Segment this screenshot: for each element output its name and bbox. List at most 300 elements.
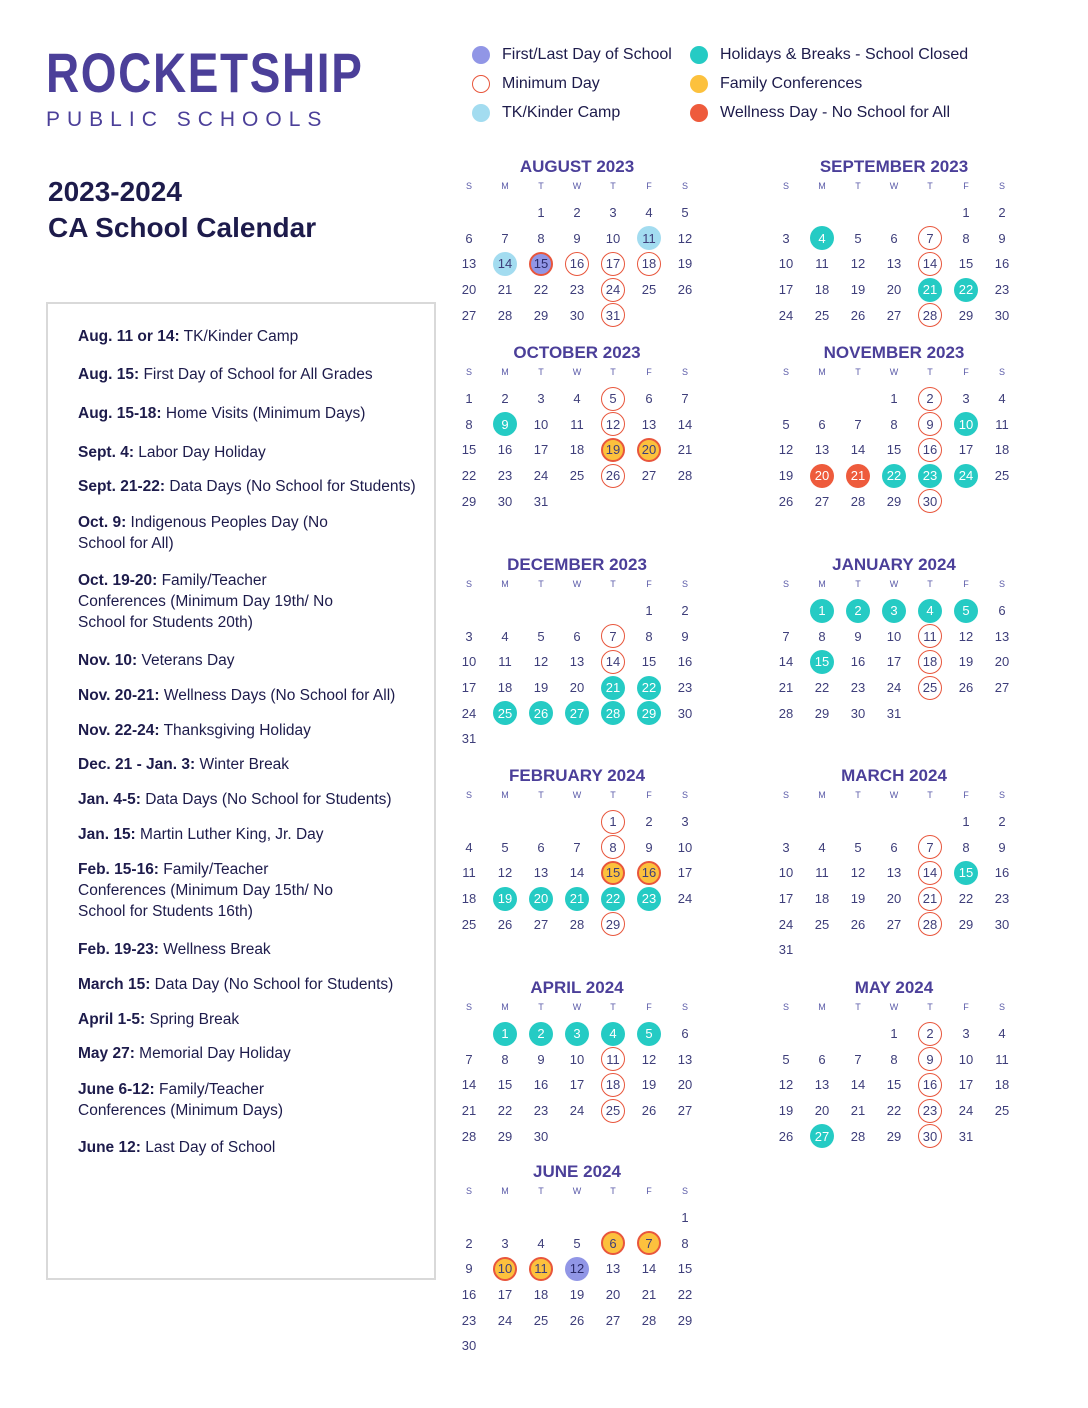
event-date: Nov. 10: <box>78 652 138 669</box>
calendar-day <box>523 1282 559 1308</box>
day-number: 26 <box>778 1128 794 1144</box>
day-number: 13 <box>814 1077 830 1093</box>
calendar-day <box>840 463 876 489</box>
event-description: Indigenous Peoples Day (No School for All) <box>78 514 328 552</box>
calendar-day <box>631 675 667 701</box>
calendar-day <box>487 277 523 303</box>
day-number: 30 <box>569 307 585 323</box>
day-number: 19 <box>850 282 866 298</box>
calendar-day <box>768 860 804 886</box>
empty-day <box>451 809 487 835</box>
calendar-day <box>595 1021 631 1047</box>
day-number: 24 <box>677 891 693 907</box>
day-number: 18 <box>569 442 585 458</box>
day-number: 23 <box>994 282 1010 298</box>
calendar-day <box>451 649 487 675</box>
day-number: 29 <box>601 912 625 936</box>
day-number: 3 <box>962 1026 970 1042</box>
calendar-day <box>768 1072 804 1098</box>
weekday-label: T <box>855 579 861 589</box>
day-number: 22 <box>958 891 974 907</box>
calendar-day <box>876 1072 912 1098</box>
day-number: 8 <box>890 1051 898 1067</box>
day-number: 6 <box>465 230 473 246</box>
calendar-day <box>912 1021 948 1047</box>
calendar-day <box>840 412 876 438</box>
calendar-day <box>984 1072 1020 1098</box>
weekday-label: M <box>818 1002 826 1012</box>
calendar-day <box>559 675 595 701</box>
day-number: 20 <box>994 654 1010 670</box>
calendar-day <box>948 200 984 226</box>
calendar-day <box>876 226 912 252</box>
calendar-day <box>487 463 523 489</box>
day-number: 18 <box>994 442 1010 458</box>
calendar-day <box>523 1021 559 1047</box>
calendar-day <box>487 437 523 463</box>
calendar-day <box>487 860 523 886</box>
month-title: DECEMBER 2023 <box>507 555 647 574</box>
weekday-label: F <box>646 181 652 191</box>
day-number: 11 <box>570 416 584 432</box>
calendar-day <box>840 598 876 624</box>
calendar-day <box>487 649 523 675</box>
day-number: 30 <box>994 307 1010 323</box>
calendar-day <box>451 726 487 752</box>
weekday-header <box>451 999 703 1015</box>
day-number: 24 <box>497 1312 513 1328</box>
day-number: 13 <box>605 1261 621 1277</box>
calendar-day <box>523 200 559 226</box>
calendar-day <box>631 886 667 912</box>
calendar-day <box>912 302 948 328</box>
calendar-day <box>667 700 703 726</box>
day-number: 2 <box>998 205 1006 221</box>
legend-swatch-icon <box>690 104 708 122</box>
calendar-day <box>948 598 984 624</box>
day-number: 4 <box>998 391 1006 407</box>
calendar-day <box>768 911 804 937</box>
day-number: 12 <box>850 865 866 881</box>
calendar-day <box>631 412 667 438</box>
day-number: 27 <box>565 701 589 725</box>
day-number: 3 <box>882 599 906 623</box>
calendar-day <box>984 886 1020 912</box>
day-grid <box>451 598 703 752</box>
day-number: 27 <box>810 1124 834 1148</box>
day-number: 9 <box>854 628 862 644</box>
day-grid <box>768 200 1020 328</box>
day-number: 29 <box>886 1128 902 1144</box>
day-number: 29 <box>533 307 549 323</box>
empty-day <box>631 1205 667 1231</box>
calendar-day <box>768 1098 804 1124</box>
calendar-day <box>840 437 876 463</box>
day-number: 8 <box>537 230 545 246</box>
empty-day <box>768 809 804 835</box>
calendar-day <box>451 886 487 912</box>
calendar-day <box>768 675 804 701</box>
calendar-day <box>631 277 667 303</box>
calendar-day <box>667 386 703 412</box>
day-number: 4 <box>645 205 653 221</box>
day-grid <box>451 386 703 514</box>
calendar-day <box>768 624 804 650</box>
day-number: 17 <box>778 891 794 907</box>
day-number: 6 <box>573 628 581 644</box>
weekday-label: S <box>681 579 688 589</box>
calendar-day <box>451 700 487 726</box>
event-item <box>78 476 428 497</box>
weekday-label: W <box>572 367 582 377</box>
calendar-day <box>595 1072 631 1098</box>
event-description: Wellness Break <box>158 941 271 958</box>
day-number: 30 <box>533 1128 549 1144</box>
day-number: 8 <box>645 628 653 644</box>
calendar-day <box>595 302 631 328</box>
calendar-day <box>948 860 984 886</box>
day-number: 31 <box>778 942 794 958</box>
calendar-day <box>840 649 876 675</box>
day-number: 9 <box>493 412 517 436</box>
legend <box>472 44 1032 134</box>
calendar-day <box>948 412 984 438</box>
day-number: 16 <box>918 1073 942 1097</box>
day-number: 24 <box>778 916 794 932</box>
month-calendar <box>451 554 703 752</box>
calendar-day <box>667 1047 703 1073</box>
day-number: 23 <box>533 1103 549 1119</box>
calendar-day <box>948 226 984 252</box>
calendar-day <box>768 437 804 463</box>
day-number: 10 <box>886 628 902 644</box>
event-date: Aug. 15: <box>78 366 140 383</box>
event-item <box>78 939 428 960</box>
day-number: 28 <box>641 1312 657 1328</box>
day-number: 17 <box>533 442 549 458</box>
calendar-day <box>631 1231 667 1257</box>
day-number: 28 <box>918 912 942 936</box>
event-item <box>78 326 428 347</box>
calendar-day <box>595 1282 631 1308</box>
day-number: 13 <box>533 865 549 881</box>
month-calendar <box>451 1161 703 1359</box>
calendar-day <box>631 649 667 675</box>
calendar-day <box>631 1047 667 1073</box>
day-number: 23 <box>677 680 693 696</box>
event-date: Feb. 15-16: <box>78 861 159 878</box>
empty-day <box>487 200 523 226</box>
weekday-label: M <box>501 579 509 589</box>
calendar-day <box>912 835 948 861</box>
calendar-day <box>523 277 559 303</box>
day-number: 16 <box>994 865 1010 881</box>
day-number: 25 <box>641 282 657 298</box>
calendar-day <box>984 226 1020 252</box>
calendar-day <box>984 1098 1020 1124</box>
calendar-day <box>948 1047 984 1073</box>
calendar-day <box>840 911 876 937</box>
legend-item-well <box>690 102 950 124</box>
day-number: 20 <box>677 1077 693 1093</box>
calendar-day <box>595 277 631 303</box>
day-number: 5 <box>854 839 862 855</box>
day-number: 2 <box>918 1022 942 1046</box>
calendar-day <box>948 386 984 412</box>
calendar-day <box>487 675 523 701</box>
day-number: 16 <box>565 252 589 276</box>
calendar-day <box>876 624 912 650</box>
month-title: NOVEMBER 2023 <box>823 343 965 362</box>
empty-day <box>768 1021 804 1047</box>
day-number: 15 <box>886 442 902 458</box>
event-description: Home Visits (Minimum Days) <box>161 405 366 422</box>
calendar-day <box>667 463 703 489</box>
month-calendar <box>768 977 1020 1149</box>
calendar-day <box>559 1047 595 1073</box>
calendar-day <box>667 251 703 277</box>
day-number: 31 <box>601 303 625 327</box>
day-number: 16 <box>994 256 1010 272</box>
day-number: 7 <box>573 839 581 855</box>
calendar-day <box>912 251 948 277</box>
day-number: 21 <box>850 1103 866 1119</box>
day-number: 5 <box>537 628 545 644</box>
day-number: 1 <box>962 814 970 830</box>
day-number: 12 <box>601 412 625 436</box>
calendar-day <box>840 1123 876 1149</box>
calendar-day <box>804 251 840 277</box>
calendar-day <box>595 911 631 937</box>
calendar-day <box>840 226 876 252</box>
calendar-day <box>804 277 840 303</box>
event-date: March 15: <box>78 976 151 993</box>
calendar-day <box>667 1256 703 1282</box>
calendar-day <box>523 649 559 675</box>
calendar-day <box>667 226 703 252</box>
weekday-label: M <box>501 790 509 800</box>
day-number: 20 <box>886 891 902 907</box>
weekday-label: T <box>855 181 861 191</box>
weekday-label: S <box>681 367 688 377</box>
day-number: 11 <box>918 624 942 648</box>
day-number: 7 <box>918 226 942 250</box>
weekday-label: T <box>927 181 933 191</box>
calendar-day <box>912 649 948 675</box>
day-grid <box>451 1021 703 1149</box>
empty-day <box>912 200 948 226</box>
calendar-day <box>912 598 948 624</box>
calendar-day <box>523 1307 559 1333</box>
calendar-day <box>559 200 595 226</box>
calendar-day <box>487 911 523 937</box>
empty-day <box>804 386 840 412</box>
calendar-day <box>804 675 840 701</box>
day-number: 9 <box>645 839 653 855</box>
event-description: Memorial Day Holiday <box>134 1045 291 1062</box>
empty-day <box>451 1205 487 1231</box>
calendar-day <box>487 1307 523 1333</box>
calendar-day <box>487 1047 523 1073</box>
calendar-day <box>876 277 912 303</box>
day-number: 30 <box>994 916 1010 932</box>
calendar-day <box>667 1021 703 1047</box>
day-number: 25 <box>461 916 477 932</box>
calendar-day <box>948 1072 984 1098</box>
month-title: APRIL 2024 <box>530 978 624 997</box>
calendar-day <box>984 302 1020 328</box>
day-number: 12 <box>497 865 513 881</box>
day-number: 30 <box>918 489 942 513</box>
calendar-day <box>876 1098 912 1124</box>
day-grid <box>768 386 1020 514</box>
weekday-label: S <box>782 367 789 377</box>
calendar-day <box>631 386 667 412</box>
weekday-label: F <box>963 367 969 377</box>
day-number: 21 <box>918 278 942 302</box>
day-number: 15 <box>810 650 834 674</box>
day-number: 9 <box>537 1051 545 1067</box>
calendar-day <box>451 302 487 328</box>
calendar-day <box>804 463 840 489</box>
day-number: 19 <box>641 1077 657 1093</box>
day-number: 23 <box>850 680 866 696</box>
weekday-label: S <box>465 579 472 589</box>
day-number: 8 <box>962 230 970 246</box>
calendar-day <box>912 1123 948 1149</box>
weekday-label: F <box>963 579 969 589</box>
day-number: 24 <box>601 278 625 302</box>
day-grid <box>451 1205 703 1359</box>
weekday-header <box>768 999 1020 1015</box>
day-number: 1 <box>465 391 473 407</box>
event-item <box>78 974 428 995</box>
day-number: 6 <box>601 1231 625 1255</box>
calendar-day <box>984 200 1020 226</box>
empty-day <box>523 1205 559 1231</box>
event-date: Oct. 19-20: <box>78 572 158 589</box>
weekday-label: S <box>465 1002 472 1012</box>
day-number: 10 <box>778 865 794 881</box>
day-number: 16 <box>850 654 866 670</box>
day-number: 27 <box>994 680 1010 696</box>
calendar-day <box>523 1098 559 1124</box>
day-number: 26 <box>529 701 553 725</box>
day-number: 21 <box>641 1287 657 1303</box>
day-number: 3 <box>609 205 617 221</box>
day-number: 5 <box>573 1235 581 1251</box>
calendar-day <box>487 700 523 726</box>
calendar-day <box>804 911 840 937</box>
day-number: 25 <box>994 468 1010 484</box>
calendar-day <box>451 437 487 463</box>
day-number: 8 <box>818 628 826 644</box>
day-number: 28 <box>461 1128 477 1144</box>
day-number: 10 <box>569 1051 585 1067</box>
day-number: 17 <box>958 1077 974 1093</box>
calendar-day <box>667 1307 703 1333</box>
calendar-day <box>840 675 876 701</box>
day-number: 30 <box>497 493 513 509</box>
day-number: 12 <box>641 1051 657 1067</box>
day-number: 17 <box>958 442 974 458</box>
event-description: Thanksgiving Holiday <box>159 722 311 739</box>
calendar-day <box>768 1047 804 1073</box>
event-item <box>78 650 428 671</box>
day-number: 19 <box>958 654 974 670</box>
day-number: 6 <box>890 839 898 855</box>
day-number: 18 <box>994 1077 1010 1093</box>
calendar-day <box>948 437 984 463</box>
empty-day <box>523 598 559 624</box>
day-number: 17 <box>569 1077 585 1093</box>
day-number: 29 <box>958 307 974 323</box>
day-number: 15 <box>641 654 657 670</box>
weekday-label: S <box>998 1002 1005 1012</box>
calendar-day <box>876 700 912 726</box>
day-number: 3 <box>782 230 790 246</box>
day-number: 18 <box>637 252 661 276</box>
day-number: 18 <box>814 282 830 298</box>
day-number: 21 <box>918 887 942 911</box>
calendar-day <box>912 463 948 489</box>
legend-label: Family Conferences <box>720 75 863 92</box>
event-date: Sept. 4: <box>78 444 134 461</box>
weekday-label: F <box>646 1186 652 1196</box>
day-number: 13 <box>886 865 902 881</box>
calendar-day <box>948 251 984 277</box>
day-number: 20 <box>637 438 661 462</box>
day-number: 1 <box>890 391 898 407</box>
weekday-label: T <box>610 579 616 589</box>
day-number: 31 <box>958 1128 974 1144</box>
day-number: 15 <box>677 1261 693 1277</box>
calendar-day <box>487 1098 523 1124</box>
day-number: 20 <box>529 887 553 911</box>
day-number: 4 <box>573 391 581 407</box>
legend-swatch-icon <box>472 75 490 93</box>
calendar-day <box>595 835 631 861</box>
calendar-day <box>876 412 912 438</box>
calendar-day <box>487 624 523 650</box>
day-number: 11 <box>601 1047 625 1071</box>
day-number: 9 <box>918 1047 942 1071</box>
day-number: 19 <box>677 256 693 272</box>
day-number: 11 <box>462 865 476 881</box>
weekday-label: S <box>465 367 472 377</box>
event-description: Family/Teacher Conferences (Minimum Day 15th/ No School for Students 16th) <box>78 861 333 920</box>
calendar-day <box>768 835 804 861</box>
weekday-label: S <box>681 1186 688 1196</box>
day-number: 23 <box>461 1312 477 1328</box>
month-calendar <box>451 156 703 328</box>
calendar-day <box>876 675 912 701</box>
calendar-day <box>631 251 667 277</box>
day-number: 4 <box>810 226 834 250</box>
calendar-day <box>595 463 631 489</box>
calendar-day <box>876 1123 912 1149</box>
weekday-label: S <box>681 181 688 191</box>
day-number: 26 <box>641 1103 657 1119</box>
calendar-day <box>451 835 487 861</box>
calendar-day <box>804 412 840 438</box>
day-number: 7 <box>637 1231 661 1255</box>
day-number: 29 <box>958 916 974 932</box>
day-number: 5 <box>637 1022 661 1046</box>
day-number: 22 <box>677 1287 693 1303</box>
day-number: 14 <box>569 865 585 881</box>
day-number: 14 <box>677 416 693 432</box>
